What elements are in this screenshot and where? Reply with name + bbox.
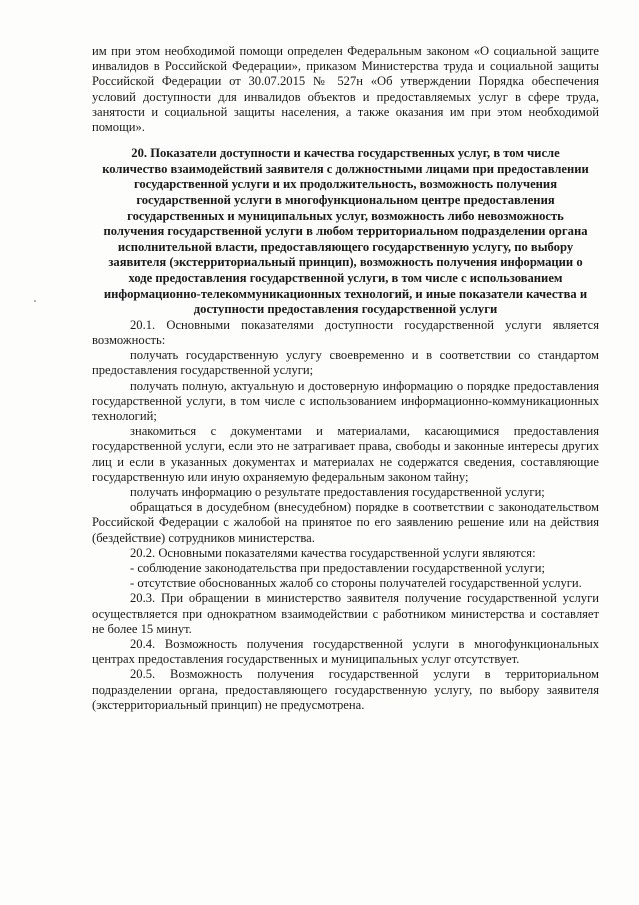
paragraph-20-2-item-2: - отсутствие обоснованных жалоб со стороны получателей государственной услуги. [130,576,582,591]
paragraph-20-1-item-3: знакомиться с документами и материалами, касающимися предоставления государственной услуги, если это не затрагивает права, свободы и законные интересы других лиц и если в указанных документах и материалах не содержатся сведения, составляющие государственную или иную охраняемую федеральным законом тайну; [92,424,599,484]
section-heading: 20. Показатели доступности и качества государственных услуг, в том числе количество взаимодействий заявителя с должностными лицами при предоставлении государственной услуги и их продолжительность, возможность получения государственной услуги в многофункциональном центре предоставления государственных и муниципальных услуг, возможность либо невозможность получения государственной услуги в любом территориальном подразделении органа исполнительной власти, предоставляющего государственную услугу, по выбору заявителя (экстерриториальный принцип), возможность получения информации о ходе предоставления государственной услуги, в том числе с использованием информационно-телекоммуникационных технологий, и иные показатели качества и доступности предоставления государственной услуги [102,146,589,317]
document-body [92,44,599,713]
intro-paragraph: им при этом необходимой помощи определен Федеральным законом «О социальной защите инвалидов в Российской Федерации», приказом Министерства труда и социальной защиты Российской Федерации от 30.07.2015 № 527н «Об утверждении Порядка обеспечения условий доступности для инвалидов объектов и предоставляемых услуг в сфере труда, занятости и социальной защиты населения, а также оказания им при этом необходимой помощи». [92,44,599,135]
paragraph-20-3: 20.3. При обращении в министерство заявителя получение государственной услуги осуществляется при однократном взаимодействии с работником министерства и составляет не более 15 минут. [92,591,599,636]
paragraph-20-2: 20.2. Основными показателями качества государственной услуги являются: [130,545,536,560]
paragraph-20-1-item-5: обращаться в досудебном (внесудебном) порядке в соответствии с законодательством Российской Федерации с жалобой на принятое по его заявлению решение или на действия (бездействие) сотрудников министерства. [92,500,599,545]
paragraph-20-5: 20.5. Возможность получения государственной услуги в территориальном подразделении органа, предоставляющего государственную услугу, по выбору заявителя (экстерриториальный принцип) не предусмотрена. [92,667,599,712]
paragraph-20-1-item-2: получать полную, актуальную и достоверную информацию о порядке предоставления государственной услуги, в том числе с использованием информационно-коммуникационных технологий; [92,378,599,423]
paragraph-20-4: 20.4. Возможность получения государственной услуги в многофункциональных центрах предоставления государственных и муниципальных услуг отсутствует. [92,637,599,667]
paragraph-20-1: 20.1. Основными показателями доступности государственной услуги является возможность: [92,317,599,347]
scan-speck [34,300,36,302]
paragraph-20-1-item-1: получать государственную услугу своевременно и в соответствии со стандартом предоставления государственной услуги; [92,348,599,378]
paragraph-20-2-item-1: - соблюдение законодательства при предоставлении государственной услуги; [130,561,546,575]
paragraph-20-1-item-4: получать информацию о результате предоставления государственной услуги; [130,484,545,499]
